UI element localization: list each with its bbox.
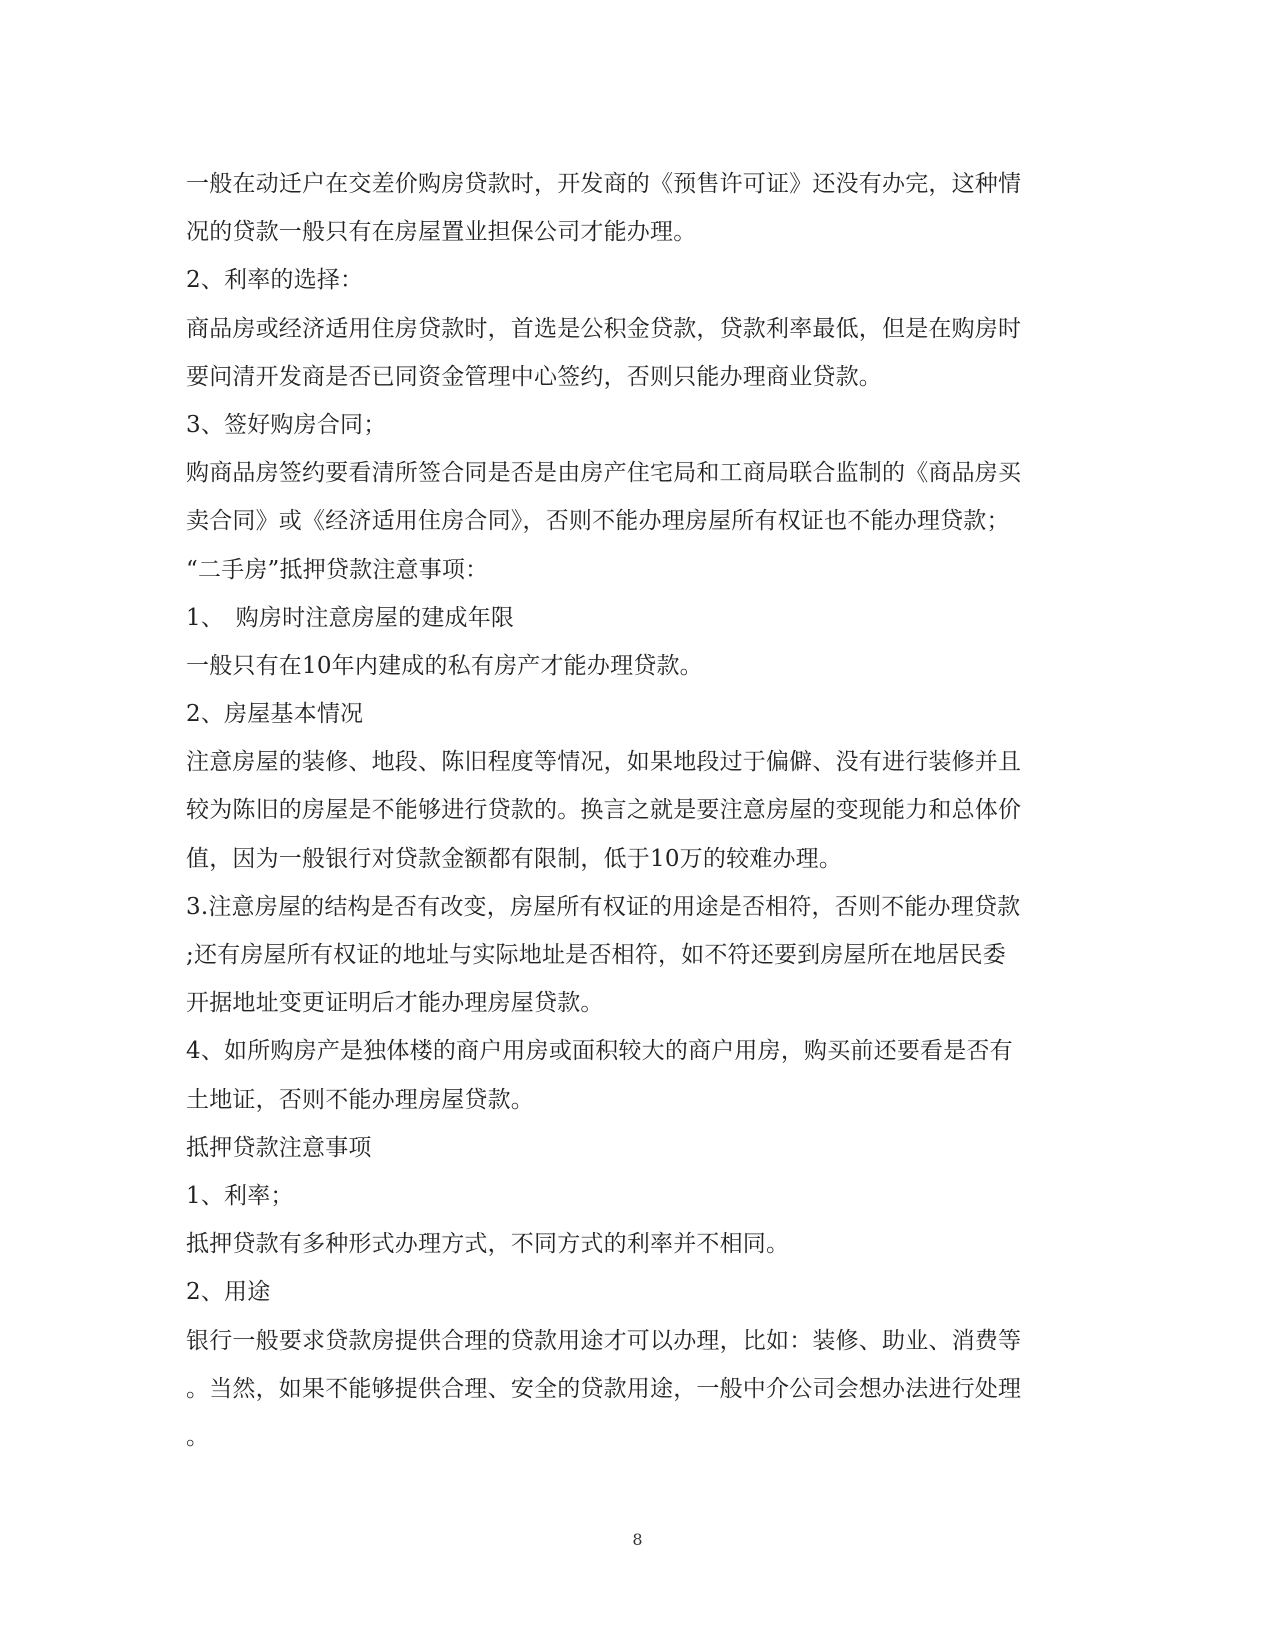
- text-line: 购商品房签约要看清所签合同是否是由房产住宅局和工商局联合监制的《商品房买: [186, 460, 1022, 487]
- text-line: 一般在动迁户在交差价购房贷款时，开发商的《预售许可证》还没有办完，这种情: [186, 171, 1022, 197]
- text-line: 开据地址变更证明后才能办理房屋贷款。: [186, 990, 604, 1017]
- text-line: 3、签好购房合同；: [186, 411, 387, 438]
- text-line: 2、房屋基本情况: [186, 701, 364, 728]
- text-line: 注意房屋的装修、地段、陈旧程度等情况，如果地段过于偏僻、没有进行装修并且: [186, 749, 1022, 776]
- text-line: 银行一般要求贷款房提供合理的贷款用途才可以办理，比如：装修、助业、消费等: [186, 1327, 1022, 1354]
- text-line: 抵押贷款注意事项: [186, 1134, 372, 1161]
- text-line: 2、用途: [186, 1279, 271, 1306]
- text-line: 3.注意房屋的结构是否有改变，房屋所有权证的用途是否相符，否则不能办理贷款: [186, 893, 1021, 920]
- text-line: 一般只有在10年内建成的私有房产才能办理贷款。: [186, 652, 703, 679]
- text-line: 2、利率的选择：: [186, 267, 364, 294]
- text-line: 。当然，如果不能够提供合理、安全的贷款用途，一般中介公司会想办法进行处理: [186, 1375, 1022, 1402]
- text-line: 商品房或经济适用住房贷款时，首选是公积金贷款，贷款利率最低，但是在购房时: [186, 315, 1022, 342]
- text-line: 土地证，否则不能办理房屋贷款。: [186, 1086, 534, 1113]
- text-line: 卖合同》或《经济适用住房合同》，否则不能办理房屋所有权证也不能办理贷款；: [186, 508, 1010, 535]
- text-line: 值，因为一般银行对贷款金额都有限制，低于10万的较难办理。: [186, 845, 843, 872]
- text-line: 4、如所购房产是独体楼的商户用房或面积较大的商户用房，购买前还要看是否有: [186, 1038, 1013, 1065]
- page-number: 8: [632, 1530, 643, 1549]
- text-line: ;还有房屋所有权证的地址与实际地址是否相符，如不符还要到房屋所在地居民委: [186, 942, 1006, 968]
- text-line: 况的贷款一般只有在房屋置业担保公司才能办理。: [186, 219, 697, 246]
- text-line: 较为陈旧的房屋是不能够进行贷款的。换言之就是要注意房屋的变现能力和总体价: [186, 797, 1022, 824]
- document-body: [186, 160, 1086, 1461]
- text-line: 。: [186, 1423, 210, 1450]
- text-line: 1、利率；: [186, 1182, 294, 1209]
- text-line: 要问清开发商是否已同资金管理中心签约，否则只能办理商业贷款。: [186, 363, 882, 390]
- text-line: “二手房”抵押贷款注意事项：: [186, 556, 489, 583]
- text-line: 抵押贷款有多种形式办理方式，不同方式的利率并不相同。: [186, 1231, 790, 1258]
- text-line: 1、 购房时注意房屋的建成年限: [186, 604, 515, 631]
